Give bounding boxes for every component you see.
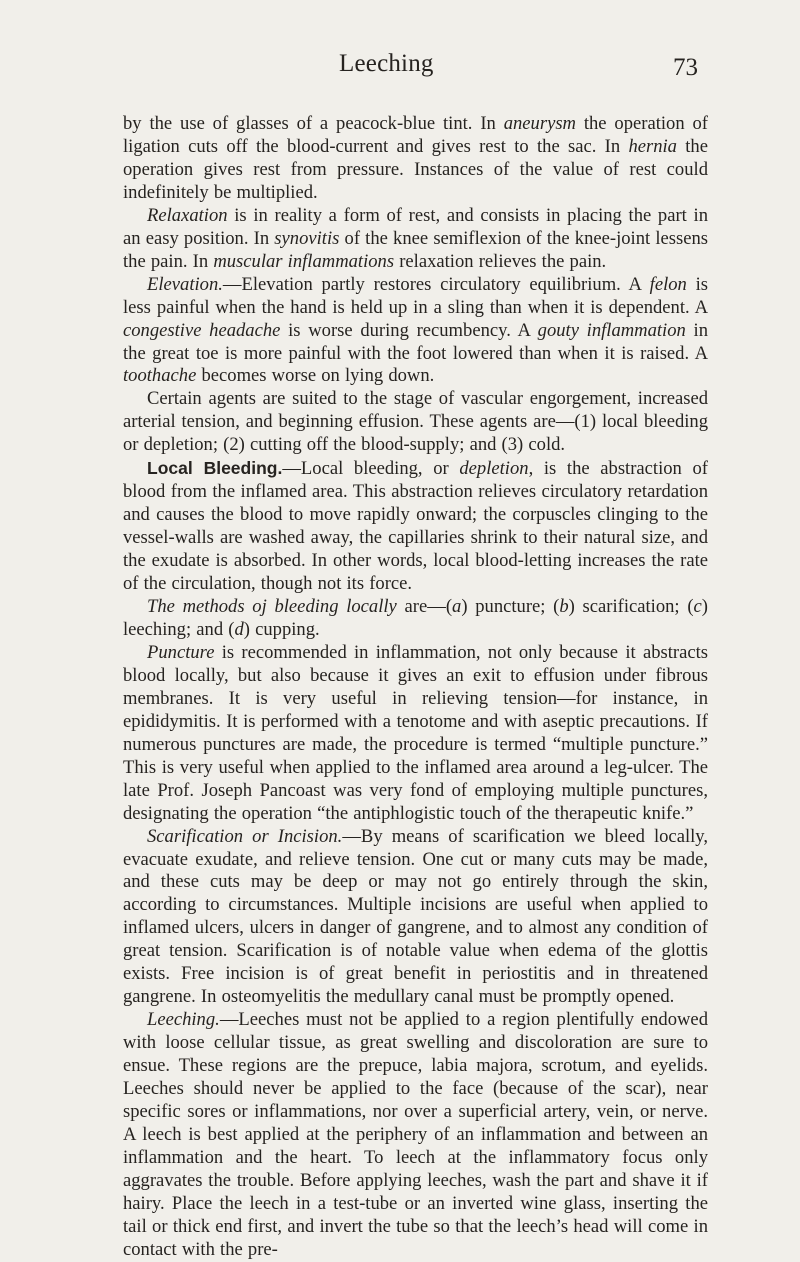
italic-term: Relaxation bbox=[147, 204, 228, 226]
italic-term: a bbox=[452, 596, 462, 618]
italic-term: b bbox=[559, 596, 569, 618]
paragraph-methods-of-bleeding bbox=[123, 596, 708, 642]
text-run: ) puncture; ( bbox=[461, 596, 560, 618]
text-run: is less painful when the hand is held up in a sling than when it is dependent. A bbox=[123, 273, 708, 318]
paragraph-vascular-engorgement bbox=[123, 388, 708, 457]
paragraph-puncture bbox=[123, 642, 708, 826]
italic-term: hernia bbox=[628, 135, 677, 157]
text-run: by the use of glasses of a peacock-blue tint. In bbox=[123, 113, 504, 134]
italic-term: The methods oj bleeding locally bbox=[147, 596, 397, 618]
text-run: , is the abstraction of blood from the inflamed area. This abstraction relieves circulatory retardation and causes the blood to move rapidly onward; the corpuscles clinging to the vessel-walls are washed away, the capillaries shrink to their natural size, and the exudate is absorbed. In other words, local blood-letting increases the rate of the circulation, though not its force. bbox=[123, 458, 708, 595]
text-run: ) cupping. bbox=[243, 618, 320, 640]
page-number: 73 bbox=[673, 54, 698, 81]
paragraph-elevation bbox=[123, 274, 708, 389]
text-run: —By means of scarification we bleed locally, evacuate exudate, and relieve tension. One cut or many cuts may be made, and these cuts may be deep or may not go entirely through the skin, according to circumstances. Multiple incisions are useful when applied to inflamed ulcers, ulcers in danger of gangrene, and to almost any condition of great tension. Scarification is of notable value when edema of the glottis exists. Free incision is of great benefit in periostitis and in threatened gangrene. In osteomyelitis the medullary canal must be promptly opened. bbox=[123, 825, 709, 1008]
paragraph-aneurysm-hernia bbox=[123, 113, 708, 205]
paragraph-relaxation bbox=[123, 205, 708, 274]
body-text bbox=[123, 113, 708, 1262]
text-run: Certain agents are suited to the stage of vascular engorgement, increased arterial tension, and beginning effusion. These agents are—(1) local bleeding or depletion; (2) cutting off the blood-supply; and (3) cold. bbox=[123, 388, 708, 456]
text-run: in the great toe is more painful with the foot lowered than when it is raised. A bbox=[123, 319, 708, 364]
text-run: —Local bleeding, or bbox=[282, 458, 460, 480]
italic-term: gouty inflammation bbox=[537, 319, 686, 341]
text-run: ) leeching; and ( bbox=[123, 596, 708, 640]
text-run: is recommended in inflammation, not only because it abstracts blood locally, but also because it gives an exit to effusion under fibrous membranes. It is very useful in relieving tension—for instance, in epididymitis. It is performed with a tenotome and with aseptic precautions. If numerous punctures are made, the procedure is termed “multiple puncture.” This is very useful when applied to the inflamed area around a leg-ulcer. The late Prof. Joseph Pancoast was very fond of employing multiple punctures, designating the operation “the antiphlogistic touch of the therapeutic knife.” bbox=[123, 641, 708, 824]
italic-term: synovitis bbox=[274, 227, 340, 249]
italic-term: Puncture bbox=[147, 641, 215, 663]
paragraph-scarification bbox=[123, 826, 708, 1010]
text-run: is worse during recumbency. A bbox=[280, 319, 538, 341]
page-header bbox=[0, 50, 800, 90]
text-run: of the knee semiflexion of the knee-joint lessens the pain. In bbox=[123, 227, 708, 272]
text-run: the operation gives rest from pressure. Instances of the value of rest could indefinitely be multiplied. bbox=[123, 135, 708, 203]
text-run: the operation of ligation cuts off the blood-current and gives rest to the sac. In bbox=[123, 113, 708, 157]
text-run: are—( bbox=[396, 596, 453, 618]
italic-term: Elevation. bbox=[147, 273, 223, 295]
paragraph-leeching bbox=[123, 1009, 708, 1261]
italic-term: Leeching. bbox=[147, 1009, 220, 1031]
italic-term: d bbox=[234, 618, 244, 640]
italic-term: c bbox=[693, 596, 702, 618]
text-run: relaxation relieves the pain. bbox=[394, 250, 607, 272]
italic-term: muscular inflammations bbox=[213, 250, 395, 272]
italic-term: felon bbox=[649, 273, 687, 295]
italic-term: congestive headache bbox=[123, 319, 281, 341]
text-run: is in reality a form of rest, and consists in placing the part in an easy position. In bbox=[123, 204, 708, 249]
italic-term: depletion bbox=[459, 458, 529, 480]
italic-term: aneurysm bbox=[503, 113, 576, 134]
text-run: —Leeches must not be applied to a region plentifully endowed with loose cellular tissue, as great swelling and discoloration are sure to ensue. These regions are the prepuce, labia majora, scrotum, and eyelids. Leeches should never be applied to the face (because of the scar), near specific sores or inflammations, nor over a superficial artery, vein, or nerve. A leech is best applied at the periphery of an inflammation and between an inflammation and the heart. To leech at the inflammatory focus only aggravates the trouble. Before applying leeches, wash the part and shave it if hairy. Place the leech in a test-tube or an inverted wine glass, inserting the tail or thick end first, and invert the tube so that the leech’s head will come in contact with the pre- bbox=[123, 1009, 708, 1260]
text-run: becomes worse on lying down. bbox=[196, 365, 435, 387]
italic-term: Scarification or Incision. bbox=[147, 825, 343, 847]
italic-term: toothache bbox=[123, 365, 197, 387]
text-run: ) scarification; ( bbox=[568, 596, 694, 618]
text-run: —Elevation partly restores circulatory equilibrium. A bbox=[222, 273, 650, 295]
section-heading: Local Bleeding. bbox=[147, 458, 283, 479]
running-head: Leeching bbox=[339, 50, 434, 77]
paragraph-local-bleeding bbox=[123, 457, 708, 596]
